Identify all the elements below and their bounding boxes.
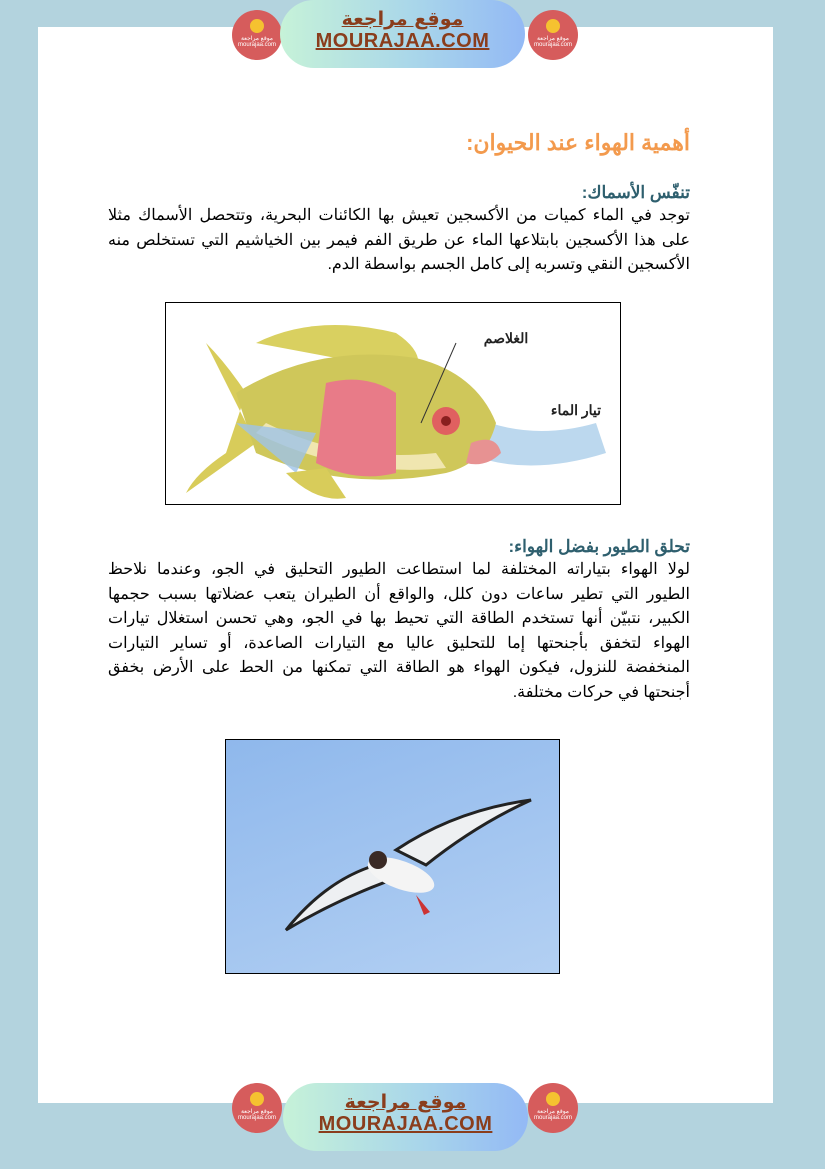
logo-badge-left — [232, 1083, 282, 1133]
site-link[interactable] — [283, 1083, 528, 1151]
fish-gills-figure — [165, 302, 621, 505]
section-fish — [108, 182, 690, 278]
footer-banner — [0, 1083, 825, 1153]
badge-text: موقع مراجعة mourajaa.com — [237, 36, 276, 48]
book-icon — [250, 1092, 264, 1106]
badge-text: موقع مراجعة mourajaa.com — [533, 1109, 572, 1121]
book-icon — [250, 19, 264, 33]
paragraph-line: الكبير، نتبيّن أنها تستخدم الطاقة التي تحيط بها في الجو، وهي تحسن استغلال تيارات — [108, 610, 690, 627]
logo-badge-right — [528, 10, 578, 60]
paragraph-line: توجد في الماء كميات من الأكسجين تعيش بها الكائنات البحرية، وتتحصل الأسماك مثلا — [108, 207, 690, 224]
paragraph-line: الهواء لتخفق بأجنحتها إما للتحليق عاليا مع التيارات الصاعدة، أو تساير التيارات — [108, 634, 691, 652]
paragraph-line: الطيور التي تطير ساعات دون كلل، والواقع أن الطيران يتعب عضلاتها بسبب حجمها — [108, 585, 690, 603]
section-heading: تحلق الطيور بفضل الهواء: — [508, 537, 690, 556]
paragraph-line: على هذا الأكسجين بابتلاعها الماء عن طريق الفم فيمر بين الخياشيم التي تستخلص منه — [108, 231, 690, 249]
page-title: أهمية الهواء عند الحيوان: — [466, 130, 690, 155]
book-icon — [546, 19, 560, 33]
section-birds — [108, 536, 690, 705]
paragraph-line: المنخفضة للنزول، فيكون الهواء هو الطاقة التي تمكنها من الحط على الأرض بخفق — [108, 659, 690, 676]
site-name-arabic: موقع مراجعة — [341, 8, 464, 30]
logo-badge-left — [232, 10, 282, 60]
seagull-photo — [225, 739, 560, 974]
site-domain: MOURAJAA.COM — [315, 30, 490, 52]
paragraph-line: أجنحتها في حركات مختلفة. — [512, 683, 690, 701]
badge-text: موقع مراجعة mourajaa.com — [533, 36, 572, 48]
site-name-arabic: موقع مراجعة — [344, 1091, 467, 1113]
section-heading: تنفّس الأسماك: — [581, 183, 690, 202]
site-link[interactable] — [280, 0, 525, 68]
site-domain: MOURAJAA.COM — [318, 1113, 493, 1135]
gills-label: الغلاصم — [483, 330, 529, 346]
water-current-label: تيار الماء — [550, 402, 602, 418]
badge-text: موقع مراجعة mourajaa.com — [237, 1109, 276, 1121]
seagull-illustration — [226, 740, 559, 973]
logo-badge-right — [528, 1083, 578, 1133]
fish-illustration — [166, 303, 620, 504]
header-banner — [0, 0, 825, 70]
paragraph-line: الأكسجين النقي وتسربه إلى كامل الجسم بواسطة الدم. — [327, 256, 690, 273]
paragraph-line: لولا الهواء بتياراته المختلفة لما استطاعت الطيور التحليق في الجو، وعندما نلاحظ — [108, 561, 690, 578]
book-icon — [546, 1092, 560, 1106]
